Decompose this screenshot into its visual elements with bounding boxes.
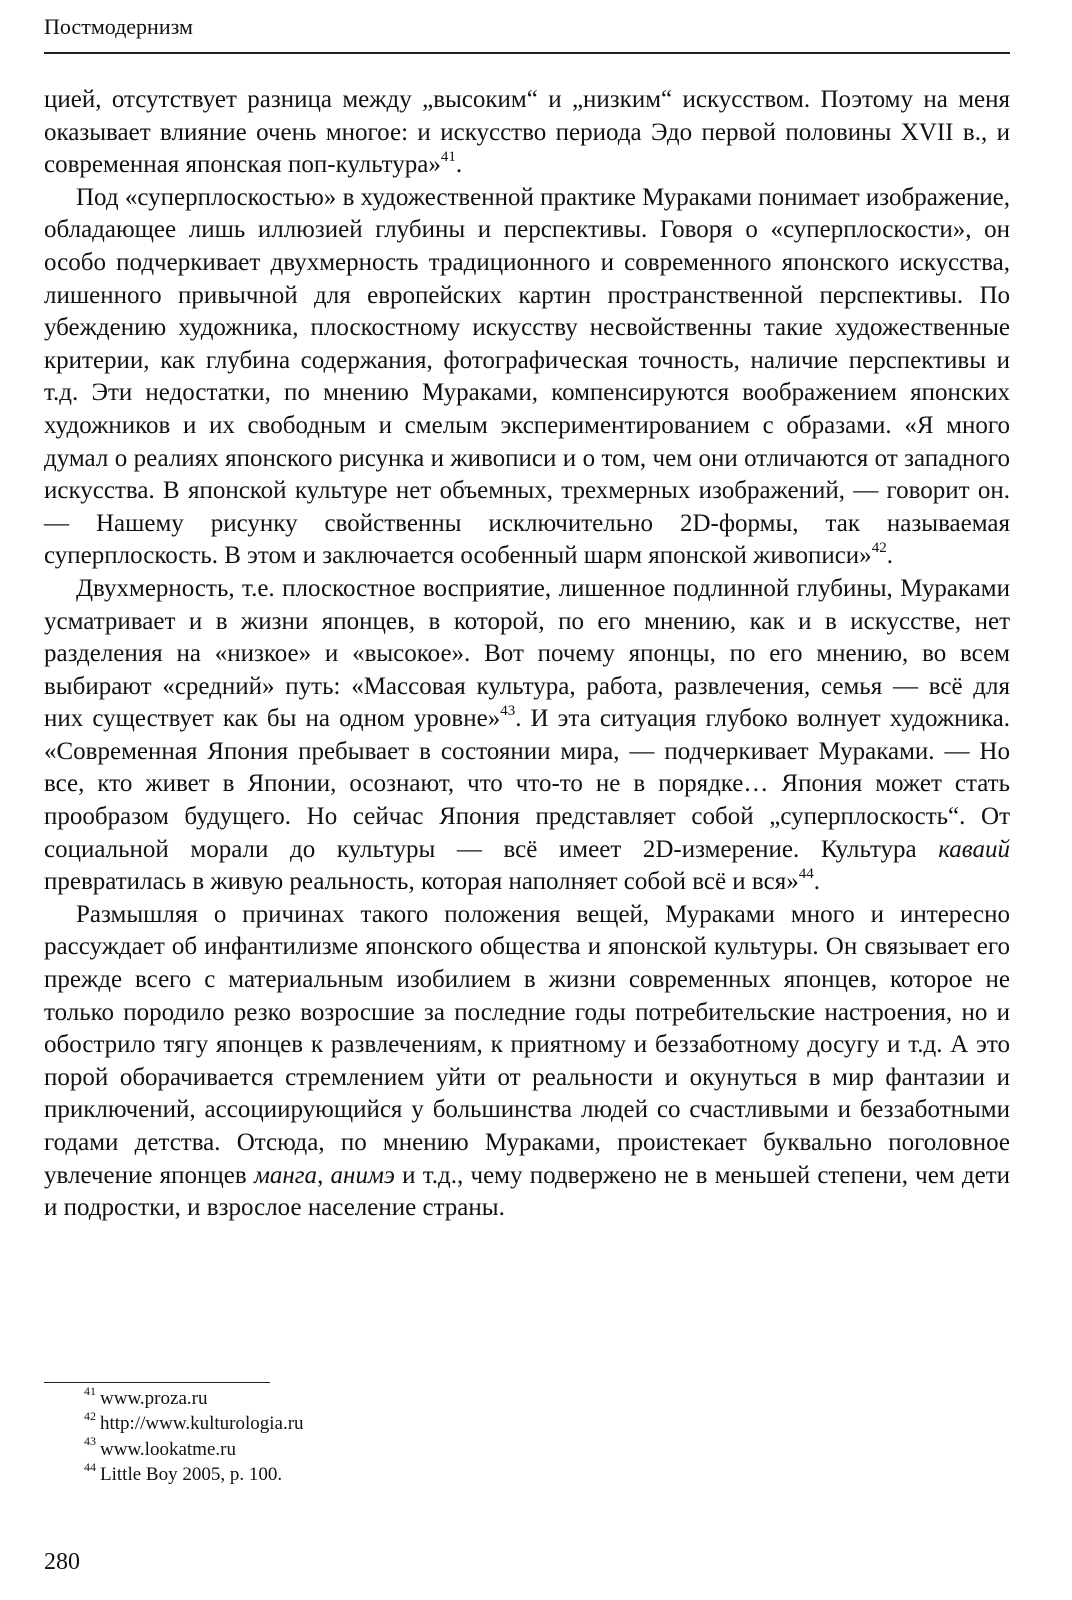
footnote-number: 44: [84, 1459, 96, 1474]
paragraph: [44, 182, 1010, 573]
italic-term: манга: [253, 1161, 318, 1189]
text-run: и т.д., чему подвержено не в меньшей степени, чем дети и подростки, и взрослое население страны.: [44, 1161, 1011, 1222]
body-text: [44, 84, 1010, 1225]
text-run: .: [455, 151, 463, 179]
paragraph: [44, 899, 1010, 1225]
paragraph: [44, 84, 1010, 182]
footnote-ref: 44: [798, 865, 814, 882]
text-run: .: [886, 542, 893, 570]
footnote-separator: [44, 1382, 270, 1383]
footnote-ref: 43: [500, 702, 516, 719]
footnote: [84, 1434, 304, 1462]
text-run: превратилась в живую реальность, которая наполняет собой всё и вся»: [44, 868, 799, 896]
paragraph: [44, 573, 1010, 899]
footnote-text: http://www.kulturologia.ru: [100, 1413, 304, 1435]
text-run: .: [813, 868, 820, 896]
footnote: [84, 1411, 304, 1436]
footnote-text: Little Boy 2005, p. 100.: [100, 1464, 283, 1486]
text-run: Размышляя о причинах такого положения вещей, Мураками много и интересно рассуждает об инфантилизме японского общества и японской культуры. Он связывает его прежде всего с материальным изобилием в жизни современных японцев, которое не только породило резко возросшие за последние годы потребительские настроения, но и обострило тягу японцев к развлечениям, к приятному и беззаботному досугу и т.д. А это порой оборачивается стремлением уйти от реальности и окунуться в мир фантазии и приключений, ассоциирующийся у большинства людей со счастливыми и беззаботными годами детства. Отсюда, по мнению Мураками, проистекает буквально поголовное увлечение японцев: [44, 900, 1010, 1189]
page-number: 280: [44, 1549, 80, 1575]
footnote-ref: 42: [871, 539, 887, 556]
footnote-number: 43: [84, 1434, 96, 1449]
footnote-text: www.lookatme.ru: [100, 1438, 236, 1460]
italic-term: каваий: [938, 835, 1010, 863]
footnote-ref: 41: [440, 148, 456, 165]
footnote: [84, 1383, 304, 1411]
footnote-number: 41: [84, 1383, 96, 1398]
text-run: ,: [317, 1161, 331, 1189]
footnote: [84, 1459, 304, 1487]
text-run: Двухмерность, т.е. плоскостное восприятие, лишенное подлинной глубины, Мураками усматривает и в жизни японцев, в которой, по его мнению, как и в искусстве, нет разделения на «низкое» и «высокое». Вот почему японцы, по его мнению, во всем выбирают «средний» путь: «Массовая культура, работа, развлечения, семья — всё для них существует как бы на одном уровне»: [44, 574, 1010, 733]
footnote-number: 42: [84, 1409, 96, 1424]
footnotes: [84, 1383, 304, 1488]
italic-term: анимэ: [330, 1161, 395, 1189]
footnote-text: www.proza.ru: [100, 1388, 208, 1409]
text-run: цией, отсутствует разница между „высоким“ и „низким“ искусством. Поэтому на меня оказывает влияние очень многое: и искусство периода Эдо первой половины XVII в., и современная японская поп-культура»: [44, 86, 1010, 179]
header-rule: [44, 52, 1010, 54]
text-run: Под «суперплоскостью» в художественной практике Мураками понимает изображение, обладающее лишь иллюзией глубины и перспективы. Говоря о «суперплоскости», он особо подчеркивает двухмерность традиционного и современного японского искусства, лишенного привычной для европейских картин пространственной перспективы. По убеждению художника, плоскостному искусству несвойственны такие художественные критерии, как глубина содержания, фотографическая точность, наличие перспективы и т.д. Эти недостатки, по мнению Мураками, компенсируются воображением японских художников и их свободным и смелым экспериментированием с образами. «Я много думал о реалиях японского рисунка и живописи и о том, чем они отличаются от западного искусства. В японской культуре нет объемных, трехмерных изображений, — говорит он. — Нашему рисунку свойственны исключительно 2D-формы, так называемая суперплоскость. В этом и заключается особенный шарм японской живописи»: [44, 183, 1010, 570]
running-title: Постмодернизм: [44, 14, 193, 39]
text-run: . И эта ситуация глубоко волнует художника. «Современная Япония пребывает в состоянии мира, — подчеркивает Мураками. — Но все, кто живет в Японии, осознают, что что-то не в порядке… Япония может стать прообразом будущего. Но сейчас Япония представляет собой „суперплоскость“. От социальной морали до культуры — всё имеет 2D-измерение. Культура: [44, 705, 1010, 863]
